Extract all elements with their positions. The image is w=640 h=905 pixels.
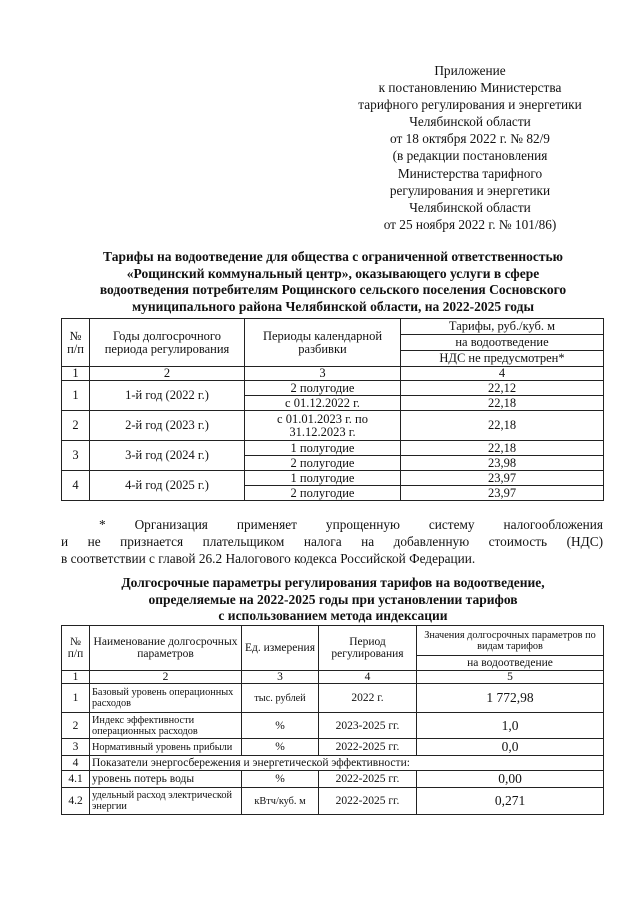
row-value: 0,0 bbox=[417, 739, 604, 756]
row-name: Нормативный уровень прибыли bbox=[90, 739, 242, 756]
row-name: Индекс эффективности операционных расходов bbox=[90, 713, 242, 739]
row-year: 2-й год (2023 г.) bbox=[90, 411, 245, 441]
table-row bbox=[62, 713, 604, 739]
row-year: 4-й год (2025 г.) bbox=[90, 471, 245, 501]
row-value: 23,97 bbox=[401, 471, 604, 486]
row-value: 0,00 bbox=[417, 771, 604, 788]
appendix-line: к постановлению Министерства bbox=[378, 80, 562, 96]
appendix-line: Челябинской области bbox=[409, 199, 531, 215]
title-line: водоотведения потребителям Рощинского сельского поселения Сосновского bbox=[99, 282, 567, 298]
parameters-title bbox=[58, 575, 608, 625]
row-value: 1 772,98 bbox=[417, 684, 604, 713]
colnum-cell: 4 bbox=[319, 671, 417, 684]
header-values: Значения долгосрочных параметров по видам тарифов bbox=[417, 626, 604, 656]
row-period: 2 полугодие bbox=[245, 381, 401, 396]
appendix-line: регулирования и энергетики bbox=[389, 182, 551, 198]
appendix-line: Министерства тарифного bbox=[397, 165, 543, 181]
header-wastewater: на водоотведение bbox=[417, 656, 604, 671]
footnote-line: в соответствии с главой 26.2 Налогового кодекса Российской Федерации. bbox=[61, 551, 476, 566]
header-name: Наименование долгосрочных параметров bbox=[90, 626, 242, 671]
row-period: 2022 г. bbox=[319, 684, 417, 713]
table-section-row bbox=[62, 756, 604, 771]
section-num: 4 bbox=[62, 756, 90, 771]
row-unit: % bbox=[242, 771, 319, 788]
row-period: 2022-2025 гг. bbox=[319, 739, 417, 756]
header-wastewater: на водоотведение bbox=[401, 335, 604, 351]
header-unit: Ед. измерения bbox=[242, 626, 319, 671]
appendix-header bbox=[340, 62, 600, 233]
section-text: Показатели энергосбережения и энергетической эффективности: bbox=[90, 756, 604, 771]
header-years: Годы долгосрочного периода регулирования bbox=[90, 319, 245, 367]
colnum-cell: 3 bbox=[242, 671, 319, 684]
row-num: 2 bbox=[62, 713, 90, 739]
row-unit: кВтч/куб. м bbox=[242, 788, 319, 815]
colnum-cell: 5 bbox=[417, 671, 604, 684]
row-value: 22,18 bbox=[401, 411, 604, 441]
row-year: 3-й год (2024 г.) bbox=[90, 441, 245, 471]
appendix-line: от 18 октября 2022 г. № 82/9 bbox=[390, 131, 550, 147]
table-row bbox=[62, 684, 604, 713]
tax-footnote bbox=[61, 516, 603, 567]
table-row bbox=[62, 381, 604, 396]
row-num: 1 bbox=[62, 684, 90, 713]
table-row bbox=[62, 441, 604, 456]
title-line: с использованием метода индексации bbox=[218, 608, 448, 624]
row-year: 1-й год (2022 г.) bbox=[90, 381, 245, 411]
table-row bbox=[62, 739, 604, 756]
colnum-cell: 4 bbox=[401, 367, 604, 381]
row-value: 0,271 bbox=[417, 788, 604, 815]
title-line: Тарифы на водоотведение для общества с ограниченной ответственностью bbox=[103, 249, 563, 264]
row-value: 23,98 bbox=[401, 456, 604, 471]
row-num: 1 bbox=[62, 381, 90, 411]
row-period: с 01.01.2023 г. по 31.12.2023 г. bbox=[245, 411, 401, 441]
appendix-line: (в редакции постановления bbox=[392, 148, 548, 164]
table-row bbox=[62, 788, 604, 815]
header-tariffs: Тарифы, руб./куб. м bbox=[401, 319, 604, 335]
row-value: 22,12 bbox=[401, 381, 604, 396]
row-name: Базовый уровень операционных расходов bbox=[90, 684, 242, 713]
colnum-cell: 1 bbox=[62, 671, 90, 684]
table-row bbox=[62, 471, 604, 486]
row-period: 2023-2025 гг. bbox=[319, 713, 417, 739]
row-period: 2022-2025 гг. bbox=[319, 788, 417, 815]
row-value: 23,97 bbox=[401, 486, 604, 501]
row-period: 2 полугодие bbox=[245, 456, 401, 471]
row-unit: % bbox=[242, 739, 319, 756]
title-line: «Рощинский коммунальный центр», оказывающего услуги в сфере bbox=[126, 265, 540, 281]
header-num: № п/п bbox=[62, 319, 90, 367]
table-row bbox=[62, 771, 604, 788]
header-vat: НДС не предусмотрен* bbox=[401, 351, 604, 367]
header-periods: Периоды календарной разбивки bbox=[245, 319, 401, 367]
row-value: 1,0 bbox=[417, 713, 604, 739]
row-num: 3 bbox=[62, 739, 90, 756]
header-period: Период регулирования bbox=[319, 626, 417, 671]
row-num: 4.2 bbox=[62, 788, 90, 815]
tariffs-title bbox=[58, 249, 608, 315]
appendix-line: от 25 ноября 2022 г. № 101/86) bbox=[383, 216, 557, 232]
row-value: 22,18 bbox=[401, 396, 604, 411]
parameters-table bbox=[61, 625, 604, 815]
row-period: 2022-2025 гг. bbox=[319, 771, 417, 788]
row-period: 2 полугодие bbox=[245, 486, 401, 501]
row-num: 3 bbox=[62, 441, 90, 471]
appendix-line: Приложение bbox=[434, 63, 506, 78]
colnum-cell: 3 bbox=[245, 367, 401, 381]
footnote-line: * Организация применяет упрощенную систему налогообложения bbox=[99, 517, 603, 532]
appendix-line: Челябинской области bbox=[409, 114, 531, 130]
title-line: муниципального района Челябинской области, на 2022-2025 годы bbox=[131, 298, 535, 314]
row-num: 4 bbox=[62, 471, 90, 501]
row-period: 1 полугодие bbox=[245, 441, 401, 456]
row-num: 4.1 bbox=[62, 771, 90, 788]
appendix-line: тарифного регулирования и энергетики bbox=[358, 97, 582, 113]
row-name: удельный расход электрической энергии bbox=[90, 788, 242, 815]
title-line: Долгосрочные параметры регулирования тарифов на водоотведение, bbox=[121, 575, 545, 590]
colnum-cell: 1 bbox=[62, 367, 90, 381]
title-line: определяемые на 2022-2025 годы при установлении тарифов bbox=[148, 591, 518, 607]
row-name: уровень потерь воды bbox=[90, 771, 242, 788]
colnum-cell: 2 bbox=[90, 367, 245, 381]
row-unit: % bbox=[242, 713, 319, 739]
row-num: 2 bbox=[62, 411, 90, 441]
row-value: 22,18 bbox=[401, 441, 604, 456]
tariffs-table bbox=[61, 318, 604, 501]
row-period: 1 полугодие bbox=[245, 471, 401, 486]
header-num: № п/п bbox=[62, 626, 90, 671]
footnote-line: и не признается плательщиком налога на добавленную стоимость (НДС) bbox=[61, 534, 603, 549]
table-row bbox=[62, 411, 604, 441]
colnum-cell: 2 bbox=[90, 671, 242, 684]
row-period: с 01.12.2022 г. bbox=[245, 396, 401, 411]
row-unit: тыс. рублей bbox=[242, 684, 319, 713]
